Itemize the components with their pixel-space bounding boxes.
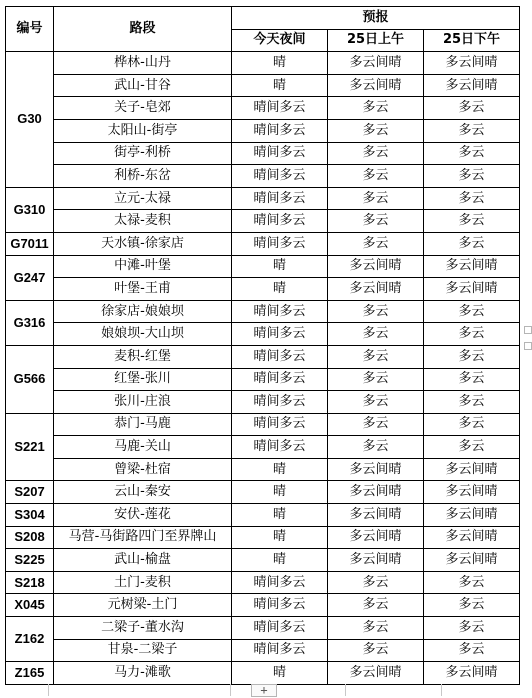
route-code-cell: S304 <box>6 504 54 527</box>
today-night-cell: 晴间多云 <box>232 617 328 640</box>
afternoon-cell: 多云 <box>424 617 520 640</box>
road-section-cell: 甘泉-二梁子 <box>54 639 232 662</box>
afternoon-cell: 多云间晴 <box>424 549 520 572</box>
divider <box>441 684 442 696</box>
morning-cell: 多云 <box>328 391 424 414</box>
table-row <box>6 142 520 165</box>
route-code-cell: G30 <box>6 52 54 188</box>
divider <box>345 684 346 696</box>
afternoon-cell: 多云 <box>424 300 520 323</box>
afternoon-cell: 多云 <box>424 323 520 346</box>
table-row <box>6 232 520 255</box>
road-section-cell: 马鹿-关山 <box>54 436 232 459</box>
morning-cell: 多云间晴 <box>328 549 424 572</box>
morning-cell: 多云 <box>328 119 424 142</box>
afternoon-cell: 多云 <box>424 232 520 255</box>
road-section-cell: 娘娘坝-大山坝 <box>54 323 232 346</box>
morning-cell: 多云间晴 <box>328 52 424 75</box>
road-section-cell: 关子-皂郊 <box>54 97 232 120</box>
divider <box>48 684 49 696</box>
morning-cell: 多云 <box>328 232 424 255</box>
table-resize-handle[interactable] <box>524 342 532 350</box>
divider <box>230 684 231 696</box>
route-code-cell: S207 <box>6 481 54 504</box>
table-row <box>6 165 520 188</box>
route-code-cell: G310 <box>6 187 54 232</box>
morning-cell: 多云间晴 <box>328 458 424 481</box>
today-night-cell: 晴间多云 <box>232 639 328 662</box>
morning-cell: 多云间晴 <box>328 526 424 549</box>
route-code-cell: G7011 <box>6 232 54 255</box>
today-night-cell: 晴 <box>232 549 328 572</box>
road-section-cell: 太阳山-街亭 <box>54 119 232 142</box>
table-row <box>6 549 520 572</box>
table-row <box>6 187 520 210</box>
morning-cell: 多云 <box>328 345 424 368</box>
table-row <box>6 526 520 549</box>
morning-cell: 多云间晴 <box>328 662 424 685</box>
afternoon-cell: 多云间晴 <box>424 52 520 75</box>
table-row <box>6 119 520 142</box>
road-section-cell: 土门-麦积 <box>54 571 232 594</box>
today-night-cell: 晴间多云 <box>232 323 328 346</box>
table-row <box>6 571 520 594</box>
afternoon-cell: 多云间晴 <box>424 481 520 504</box>
morning-cell: 多云 <box>328 165 424 188</box>
morning-cell: 多云 <box>328 436 424 459</box>
road-weather-forecast-table <box>5 6 520 685</box>
morning-cell: 多云间晴 <box>328 504 424 527</box>
road-section-cell: 马营-马街路四门至界牌山 <box>54 526 232 549</box>
road-section-cell: 元树梁-土门 <box>54 594 232 617</box>
table-row <box>6 458 520 481</box>
morning-cell: 多云 <box>328 187 424 210</box>
afternoon-cell: 多云 <box>424 436 520 459</box>
table-row <box>6 662 520 685</box>
table-row <box>6 617 520 640</box>
today-night-cell: 晴间多云 <box>232 571 328 594</box>
today-night-cell: 晴间多云 <box>232 142 328 165</box>
table-row <box>6 639 520 662</box>
route-code-cell: G316 <box>6 300 54 345</box>
table-row <box>6 210 520 233</box>
today-night-cell: 晴间多云 <box>232 119 328 142</box>
add-row-button[interactable]: + <box>251 684 277 697</box>
road-section-cell: 叶堡-王甫 <box>54 278 232 301</box>
afternoon-cell: 多云 <box>424 413 520 436</box>
table-row <box>6 413 520 436</box>
afternoon-cell: 多云间晴 <box>424 526 520 549</box>
today-night-cell: 晴间多云 <box>232 368 328 391</box>
table-row <box>6 255 520 278</box>
road-section-cell: 立元-太禄 <box>54 187 232 210</box>
afternoon-cell: 多云间晴 <box>424 278 520 301</box>
today-night-cell: 晴间多云 <box>232 413 328 436</box>
today-night-cell: 晴 <box>232 255 328 278</box>
today-night-cell: 晴 <box>232 52 328 75</box>
today-night-cell: 晴间多云 <box>232 391 328 414</box>
route-code-cell: S218 <box>6 571 54 594</box>
afternoon-cell: 多云 <box>424 165 520 188</box>
road-section-cell: 麦积-红堡 <box>54 345 232 368</box>
today-night-cell: 晴间多云 <box>232 594 328 617</box>
route-code-cell: S225 <box>6 549 54 572</box>
road-section-cell: 街亭-利桥 <box>54 142 232 165</box>
route-code-cell: X045 <box>6 594 54 617</box>
road-section-cell: 张川-庄浪 <box>54 391 232 414</box>
afternoon-cell: 多云间晴 <box>424 74 520 97</box>
morning-cell: 多云 <box>328 617 424 640</box>
table-row <box>6 594 520 617</box>
header-road: 路段 <box>54 7 232 52</box>
route-code-cell: S221 <box>6 413 54 481</box>
route-code-cell: Z165 <box>6 662 54 685</box>
road-section-cell: 徐家店-娘娘坝 <box>54 300 232 323</box>
afternoon-cell: 多云 <box>424 187 520 210</box>
today-night-cell: 晴 <box>232 481 328 504</box>
road-section-cell: 桦林-山丹 <box>54 52 232 75</box>
today-night-cell: 晴 <box>232 504 328 527</box>
afternoon-cell: 多云 <box>424 594 520 617</box>
header-today-night: 今天夜间 <box>232 29 328 52</box>
afternoon-cell: 多云 <box>424 210 520 233</box>
header-code: 编号 <box>6 7 54 52</box>
road-section-cell: 天水镇-徐家店 <box>54 232 232 255</box>
morning-cell: 多云 <box>328 413 424 436</box>
route-code-cell: G566 <box>6 345 54 413</box>
afternoon-cell: 多云 <box>424 368 520 391</box>
today-night-cell: 晴间多云 <box>232 436 328 459</box>
morning-cell: 多云间晴 <box>328 74 424 97</box>
table-row <box>6 504 520 527</box>
bottom-toolbar <box>0 684 532 698</box>
road-section-cell: 太禄-麦积 <box>54 210 232 233</box>
today-night-cell: 晴间多云 <box>232 300 328 323</box>
morning-cell: 多云间晴 <box>328 481 424 504</box>
road-section-cell: 武山-榆盘 <box>54 549 232 572</box>
morning-cell: 多云 <box>328 323 424 346</box>
table-row <box>6 97 520 120</box>
morning-cell: 多云间晴 <box>328 278 424 301</box>
afternoon-cell: 多云间晴 <box>424 255 520 278</box>
afternoon-cell: 多云间晴 <box>424 504 520 527</box>
road-section-cell: 武山-甘谷 <box>54 74 232 97</box>
table-row <box>6 300 520 323</box>
table-row <box>6 436 520 459</box>
morning-cell: 多云 <box>328 210 424 233</box>
morning-cell: 多云 <box>328 639 424 662</box>
table-row <box>6 345 520 368</box>
afternoon-cell: 多云 <box>424 142 520 165</box>
today-night-cell: 晴 <box>232 74 328 97</box>
route-code-cell: Z162 <box>6 617 54 662</box>
table-row <box>6 278 520 301</box>
afternoon-cell: 多云间晴 <box>424 458 520 481</box>
afternoon-cell: 多云 <box>424 345 520 368</box>
table-row <box>6 481 520 504</box>
route-code-cell: S208 <box>6 526 54 549</box>
table-row <box>6 52 520 75</box>
road-section-cell: 安伏-莲花 <box>54 504 232 527</box>
morning-cell: 多云 <box>328 97 424 120</box>
table-row <box>6 368 520 391</box>
road-section-cell: 中滩-叶堡 <box>54 255 232 278</box>
header-25-afternoon: 25日下午 <box>424 29 520 52</box>
morning-cell: 多云 <box>328 571 424 594</box>
afternoon-cell: 多云 <box>424 639 520 662</box>
morning-cell: 多云 <box>328 300 424 323</box>
road-section-cell: 云山-秦安 <box>54 481 232 504</box>
table-row <box>6 74 520 97</box>
table-row <box>6 391 520 414</box>
morning-cell: 多云 <box>328 142 424 165</box>
afternoon-cell: 多云 <box>424 571 520 594</box>
today-night-cell: 晴 <box>232 458 328 481</box>
today-night-cell: 晴间多云 <box>232 165 328 188</box>
today-night-cell: 晴 <box>232 526 328 549</box>
today-night-cell: 晴 <box>232 662 328 685</box>
header-forecast: 预报 <box>232 7 520 30</box>
today-night-cell: 晴间多云 <box>232 97 328 120</box>
afternoon-cell: 多云 <box>424 391 520 414</box>
morning-cell: 多云 <box>328 368 424 391</box>
afternoon-cell: 多云间晴 <box>424 662 520 685</box>
morning-cell: 多云间晴 <box>328 255 424 278</box>
road-section-cell: 二梁子-董水沟 <box>54 617 232 640</box>
table-resize-handle[interactable] <box>524 326 532 334</box>
today-night-cell: 晴间多云 <box>232 187 328 210</box>
road-section-cell: 马力-滩歌 <box>54 662 232 685</box>
morning-cell: 多云 <box>328 594 424 617</box>
header-25-morning: 25日上午 <box>328 29 424 52</box>
route-code-cell: G247 <box>6 255 54 300</box>
afternoon-cell: 多云 <box>424 97 520 120</box>
table-row <box>6 323 520 346</box>
road-section-cell: 红堡-张川 <box>54 368 232 391</box>
table-body <box>6 52 520 685</box>
road-section-cell: 利桥-东岔 <box>54 165 232 188</box>
today-night-cell: 晴间多云 <box>232 345 328 368</box>
road-section-cell: 恭门-马鹿 <box>54 413 232 436</box>
today-night-cell: 晴 <box>232 278 328 301</box>
afternoon-cell: 多云 <box>424 119 520 142</box>
today-night-cell: 晴间多云 <box>232 232 328 255</box>
road-section-cell: 曾梁-杜宿 <box>54 458 232 481</box>
today-night-cell: 晴间多云 <box>232 210 328 233</box>
